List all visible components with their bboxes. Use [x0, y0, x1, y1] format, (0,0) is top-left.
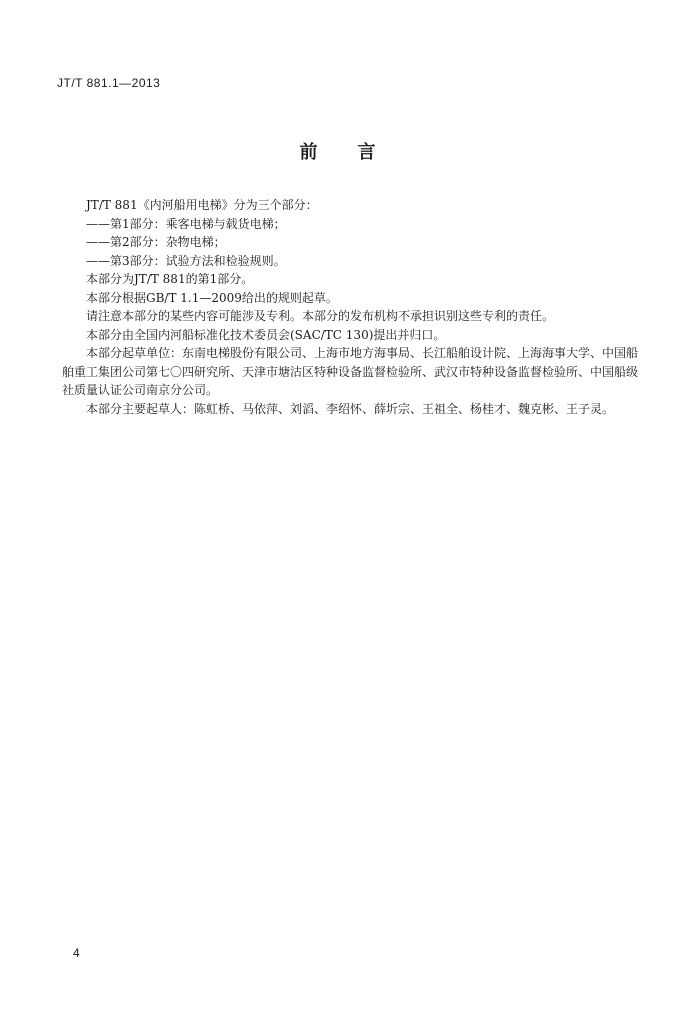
paragraph-parts-intro: JT/T 881《内河船用电梯》分为三个部分：	[86, 198, 318, 212]
paragraph-drafting-units: 本部分起草单位：东南电梯股份有限公司、上海市地方海事局、长江船舶设计院、上海海事大学、中国船舶重工集团公司第七〇四研究所、天津市塘沽区特种设备监督检验所、武汉市特种设备监督检验所、中国船级社质量认证公司南京分公司。	[62, 346, 639, 397]
paragraph-drafters: 本部分主要起草人：陈虹桥、马依萍、刘滔、李绍怀、薛圻宗、王祖全、杨桂才、魏克彬、王子灵。	[86, 401, 615, 416]
document-code: JT/T 881.1—2013	[57, 76, 161, 90]
page-title: 前言	[299, 142, 416, 163]
list-item-part-2: ——第2部分：杂物电梯；	[86, 235, 226, 249]
paragraph-this-part: 本部分为JT/T 881的第1部分。	[86, 272, 254, 286]
paragraph-patent-notice: 请注意本部分的某些内容可能涉及专利。本部分的发布机构不承担识别这些专利的责任。	[86, 309, 555, 323]
paragraph-drafting-rules: 本部分根据GB/T 1.1—2009给出的规则起草。	[86, 290, 338, 305]
paragraph-proposer: 本部分由全国内河船标准化技术委员会(SAC/TC 130)提出并归口。	[86, 327, 446, 342]
list-item-part-1: ——第1部分：乘客电梯与载货电梯；	[86, 216, 286, 231]
list-item-part-3: ——第3部分：试验方法和检验规则。	[86, 253, 286, 268]
foreword-body	[62, 196, 640, 418]
page-number: 4	[73, 946, 80, 960]
